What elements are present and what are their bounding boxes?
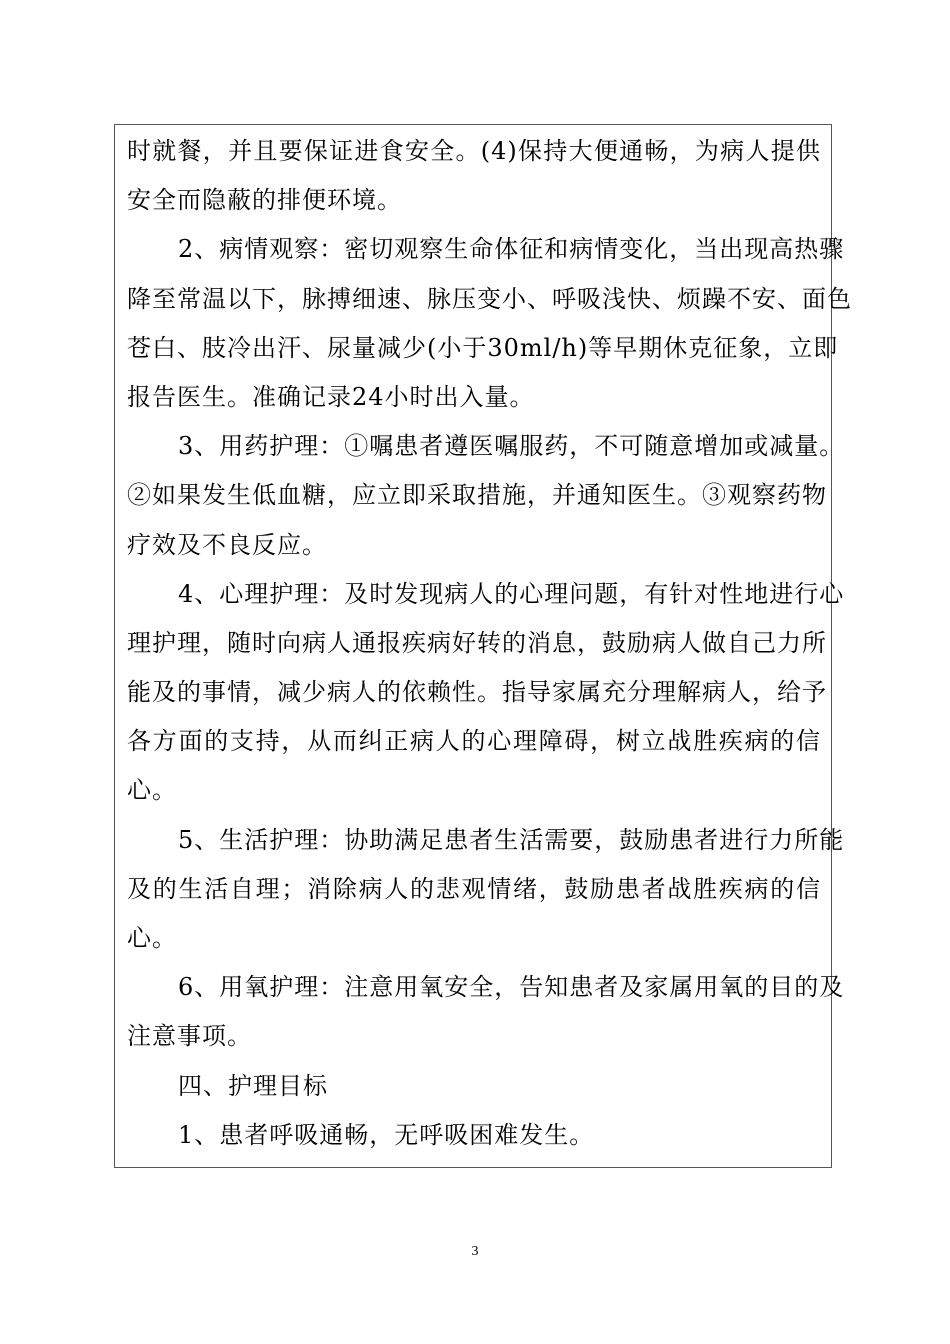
text-line: 注意事项。 — [127, 1022, 252, 1051]
text-line: 心。 — [127, 924, 177, 952]
text-line: 安全而隐蔽的排便环境。 — [127, 186, 402, 215]
text-line: 疗效及不良反应。 — [127, 530, 327, 559]
text-line: 苍白、肢冷出汗、尿量减少(小于30ml/h)等早期休克征象，立即 — [127, 333, 839, 362]
text-line: 5、生活护理：协助满足患者生活需要，鼓励患者进行力所能 — [178, 825, 845, 854]
text-line: 能及的事情，减少病人的依赖性。指导家属充分理解病人，给予 — [127, 678, 827, 707]
text-line: 降至常温以下，脉搏细速、脉压变小、呼吸浅快、烦躁不安、面色 — [127, 284, 852, 313]
content-frame — [114, 124, 852, 1168]
text-line: 4、心理护理：及时发现病人的心理问题，有针对性地进行心 — [178, 579, 845, 608]
text-line: ②如果发生低血糖，应立即采取措施，并通知医生。③观察药物 — [127, 481, 827, 510]
text-line: 各方面的支持，从而纠正病人的心理障碍，树立战胜疾病的信 — [127, 727, 821, 756]
text-line: 3、用药护理：①嘱患者遵医嘱服药，不可随意增加或减量。 — [178, 432, 845, 461]
text-line: 6、用氧护理：注意用氧安全，告知患者及家属用氧的目的及 — [178, 973, 845, 1002]
text-line: 心。 — [127, 776, 177, 805]
text-line: 1、患者呼吸通畅，无呼吸困难发生。 — [178, 1120, 595, 1149]
text-line: 理护理，随时向病人通报疾病好转的消息，鼓励病人做自己力所 — [127, 628, 827, 657]
text-line: 及的生活自理；消除病人的悲观情绪，鼓励患者战胜疾病的信 — [127, 874, 821, 903]
page-number: 3 — [471, 1244, 479, 1259]
text-line: 四、护理目标 — [178, 1071, 328, 1100]
text-line: 报告医生。准确记录24小时出入量。 — [127, 382, 535, 411]
text-line: 时就餐，并且要保证进食安全。(4)保持大便通畅，为病人提供 — [127, 137, 821, 165]
text-line: 2、病情观察：密切观察生命体征和病情变化，当出现高热骤 — [178, 235, 845, 264]
document-body — [127, 127, 852, 1160]
